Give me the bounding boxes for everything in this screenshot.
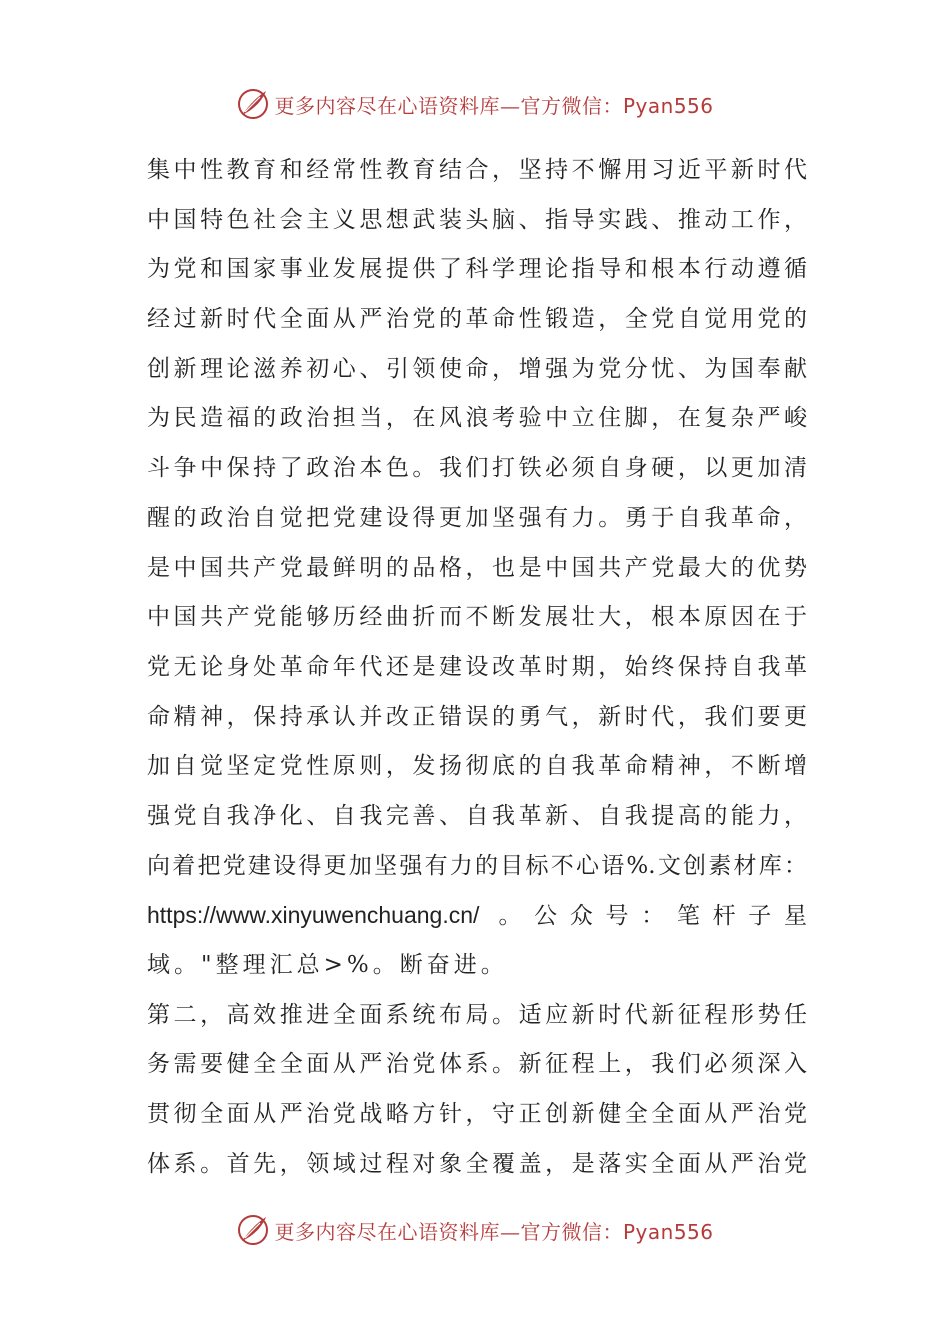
text-line: 创新理论滋养初心、引领使命，增强为党分忧、为国奉献 bbox=[147, 355, 807, 382]
text-line: 是中国共产党最鲜明的品格，也是中国共产党最大的优势 bbox=[147, 554, 807, 581]
text-line: 贯彻全面从严治党战略方针，守正创新健全全面从严治党 bbox=[147, 1101, 807, 1128]
text-line: 中国特色社会主义思想武装头脑、指导实践、推动工作， bbox=[147, 206, 807, 233]
text-line: 域。"整理汇总>%。断奋进。 bbox=[147, 952, 508, 978]
feather-pen-logo-icon bbox=[236, 87, 270, 121]
text-line: 经过新时代全面从严治党的革命性锻造，全党自觉用党的 bbox=[147, 306, 807, 333]
feather-pen-logo-icon bbox=[236, 1213, 270, 1247]
text-line: 务需要健全全面从严治党体系。新征程上，我们必须深入 bbox=[147, 1051, 807, 1078]
text-line-url: https://www.xinyuwenchuang.cn/ 。公众号：笔杆子星 bbox=[147, 902, 807, 929]
text-line: 醒的政治自觉把党建设得更加坚强有力。勇于自我革命， bbox=[147, 504, 807, 531]
text-line: 加自觉坚定党性原则，发扬彻底的自我革命精神，不断增 bbox=[147, 753, 807, 780]
text-line: 为民造福的政治担当，在风浪考验中立住脚，在复杂严峻 bbox=[147, 405, 807, 432]
text-line: 命精神，保持承认并改正错误的勇气，新时代，我们要更 bbox=[147, 703, 807, 730]
text-line: 向着把党建设得更加坚强有力的目标不心语%.文创素材库： bbox=[147, 852, 807, 879]
banner-text: 更多内容尽在心语资料库—官方微信：Pyan556 bbox=[274, 93, 714, 118]
text-line: 体系。首先，领域过程对象全覆盖，是落实全面从严治党 bbox=[147, 1150, 807, 1177]
text-line: 中国共产党能够历经曲折而不断发展壮大，根本原因在于 bbox=[147, 604, 807, 631]
text-line: 第二，高效推进全面系统布局。适应新时代新征程形势任 bbox=[147, 1001, 807, 1028]
wechat-id: Pyan556 bbox=[622, 1219, 714, 1244]
wechat-id: Pyan556 bbox=[622, 93, 714, 118]
text-line: 集中性教育和经常性教育结合，坚持不懈用习近平新时代 bbox=[147, 157, 807, 183]
text-line: 为党和国家事业发展提供了科学理论指导和根本行动遵循 bbox=[147, 256, 807, 283]
text-line: 强党自我净化、自我完善、自我革新、自我提高的能力， bbox=[147, 802, 807, 829]
footer-banner bbox=[0, 1210, 950, 1250]
header-banner bbox=[0, 84, 950, 124]
banner-text: 更多内容尽在心语资料库—官方微信：Pyan556 bbox=[274, 1219, 714, 1244]
document-body bbox=[147, 146, 807, 1189]
text-line: 党无论身处革命年代还是建设改革时期，始终保持自我革 bbox=[147, 653, 807, 680]
text-line: 斗争中保持了政治本色。我们打铁必须自身硬，以更加清 bbox=[147, 455, 807, 482]
